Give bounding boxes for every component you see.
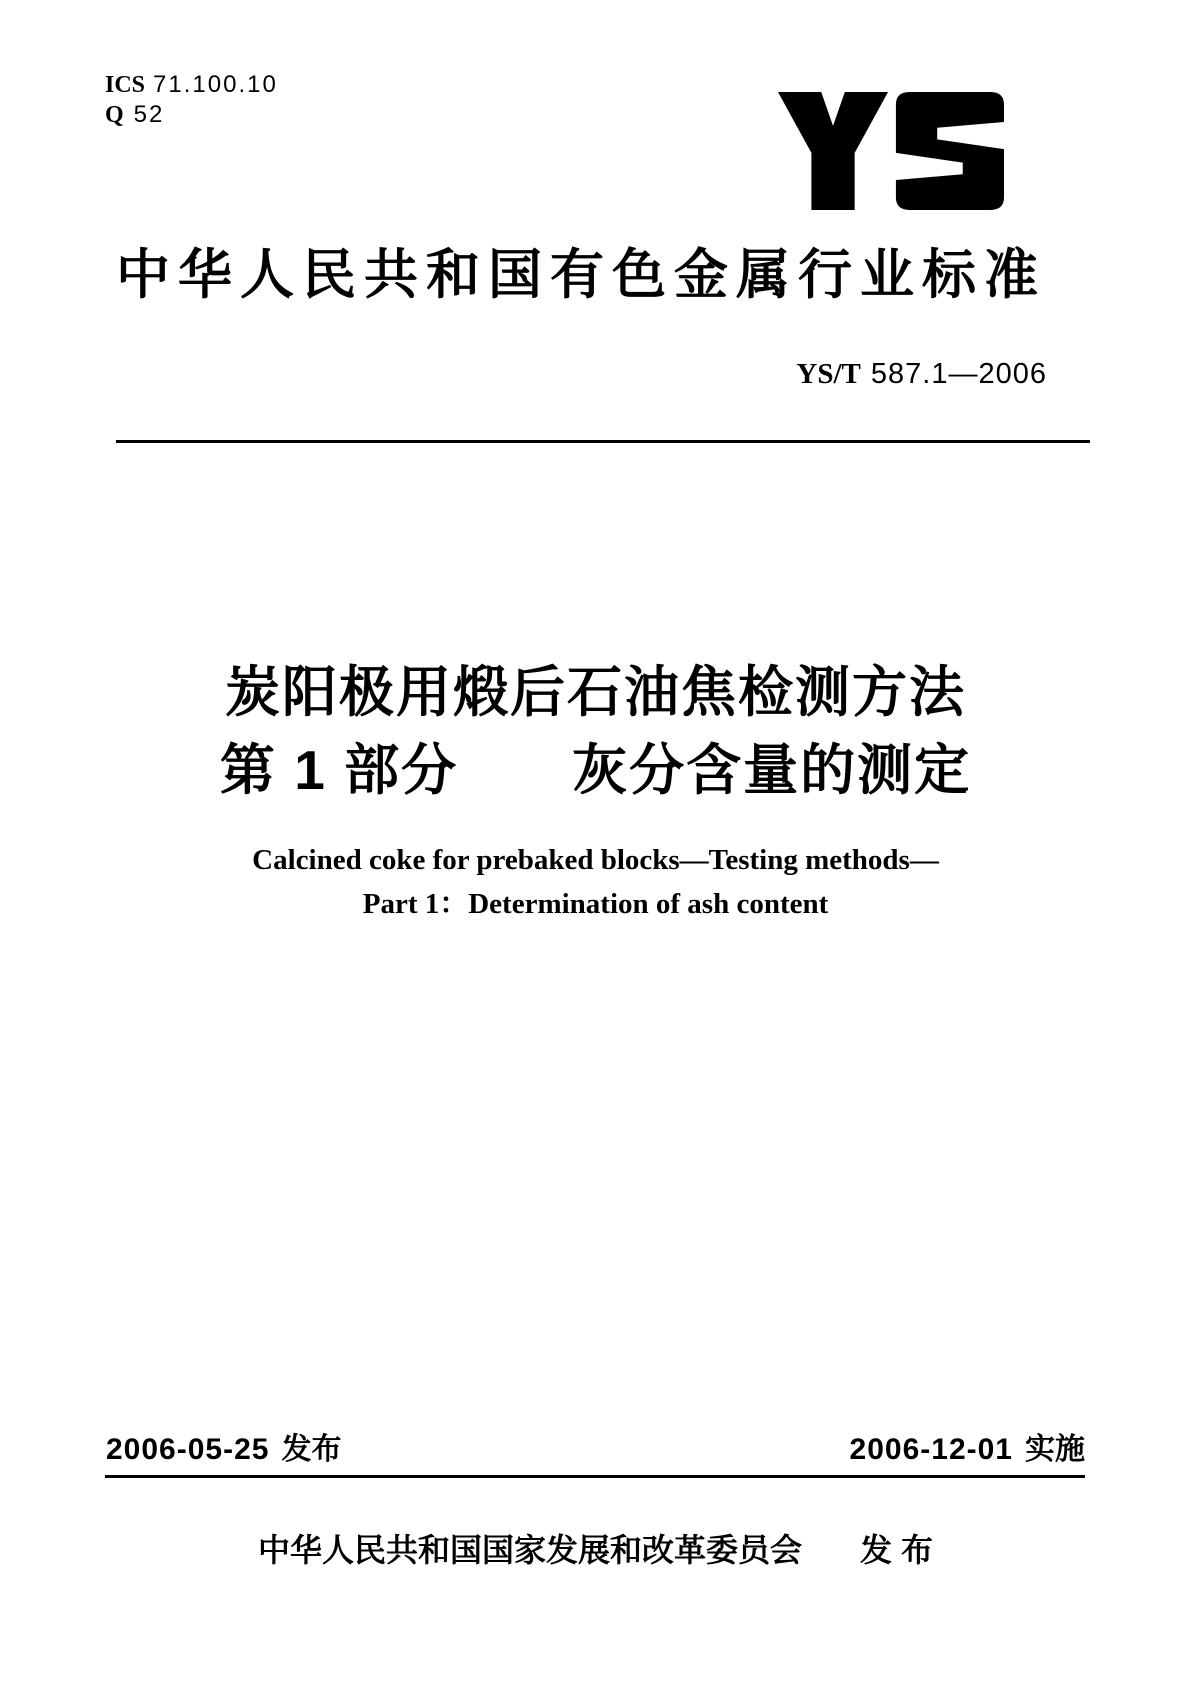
title-zh-line1: 炭阳极用煅后石油焦检测方法	[224, 661, 966, 723]
standard-number-value: 587.1—2006	[870, 358, 1047, 390]
issue-date-line	[106, 1433, 341, 1467]
class-label: Q	[105, 102, 124, 128]
standard-number-prefix: YS/T	[796, 358, 861, 390]
title-zh-line2: 第 1 部分 灰分含量的测定	[219, 739, 972, 801]
ics-label: ICS	[105, 72, 146, 98]
header-title: 中华人民共和国有色金属行业标准	[116, 245, 1046, 305]
top-rule	[116, 440, 1090, 443]
issuer-name: 中华人民共和国国家发展和改革委员会	[258, 1532, 803, 1568]
bottom-rule	[105, 1475, 1085, 1478]
implementation-date-line	[850, 1433, 1085, 1467]
ys-logo-graphic	[778, 92, 1004, 210]
class-code: 52	[133, 101, 165, 128]
title-en-line2: Part 1：Determination of ash content	[362, 888, 829, 920]
issuer-action: 发 布	[860, 1532, 933, 1568]
standard-number	[796, 358, 1047, 390]
class-line	[105, 100, 278, 130]
title-en-line1: Calcined coke for prebaked blocks—Testing methods—	[252, 844, 939, 876]
issue-label: 发布	[281, 1433, 342, 1466]
ics-code: 71.100.10	[153, 71, 278, 98]
issue-date: 2006-05-25	[106, 1433, 270, 1466]
footer-issuer-line	[0, 1532, 1191, 1568]
logo-letter-y	[778, 92, 888, 210]
ys-logo	[778, 92, 1004, 210]
implementation-date: 2006-12-01	[849, 1433, 1013, 1466]
ics-line	[105, 70, 278, 100]
implementation-label: 实施	[1025, 1433, 1085, 1466]
logo-letter-s	[896, 92, 1004, 210]
ics-block	[105, 70, 278, 130]
